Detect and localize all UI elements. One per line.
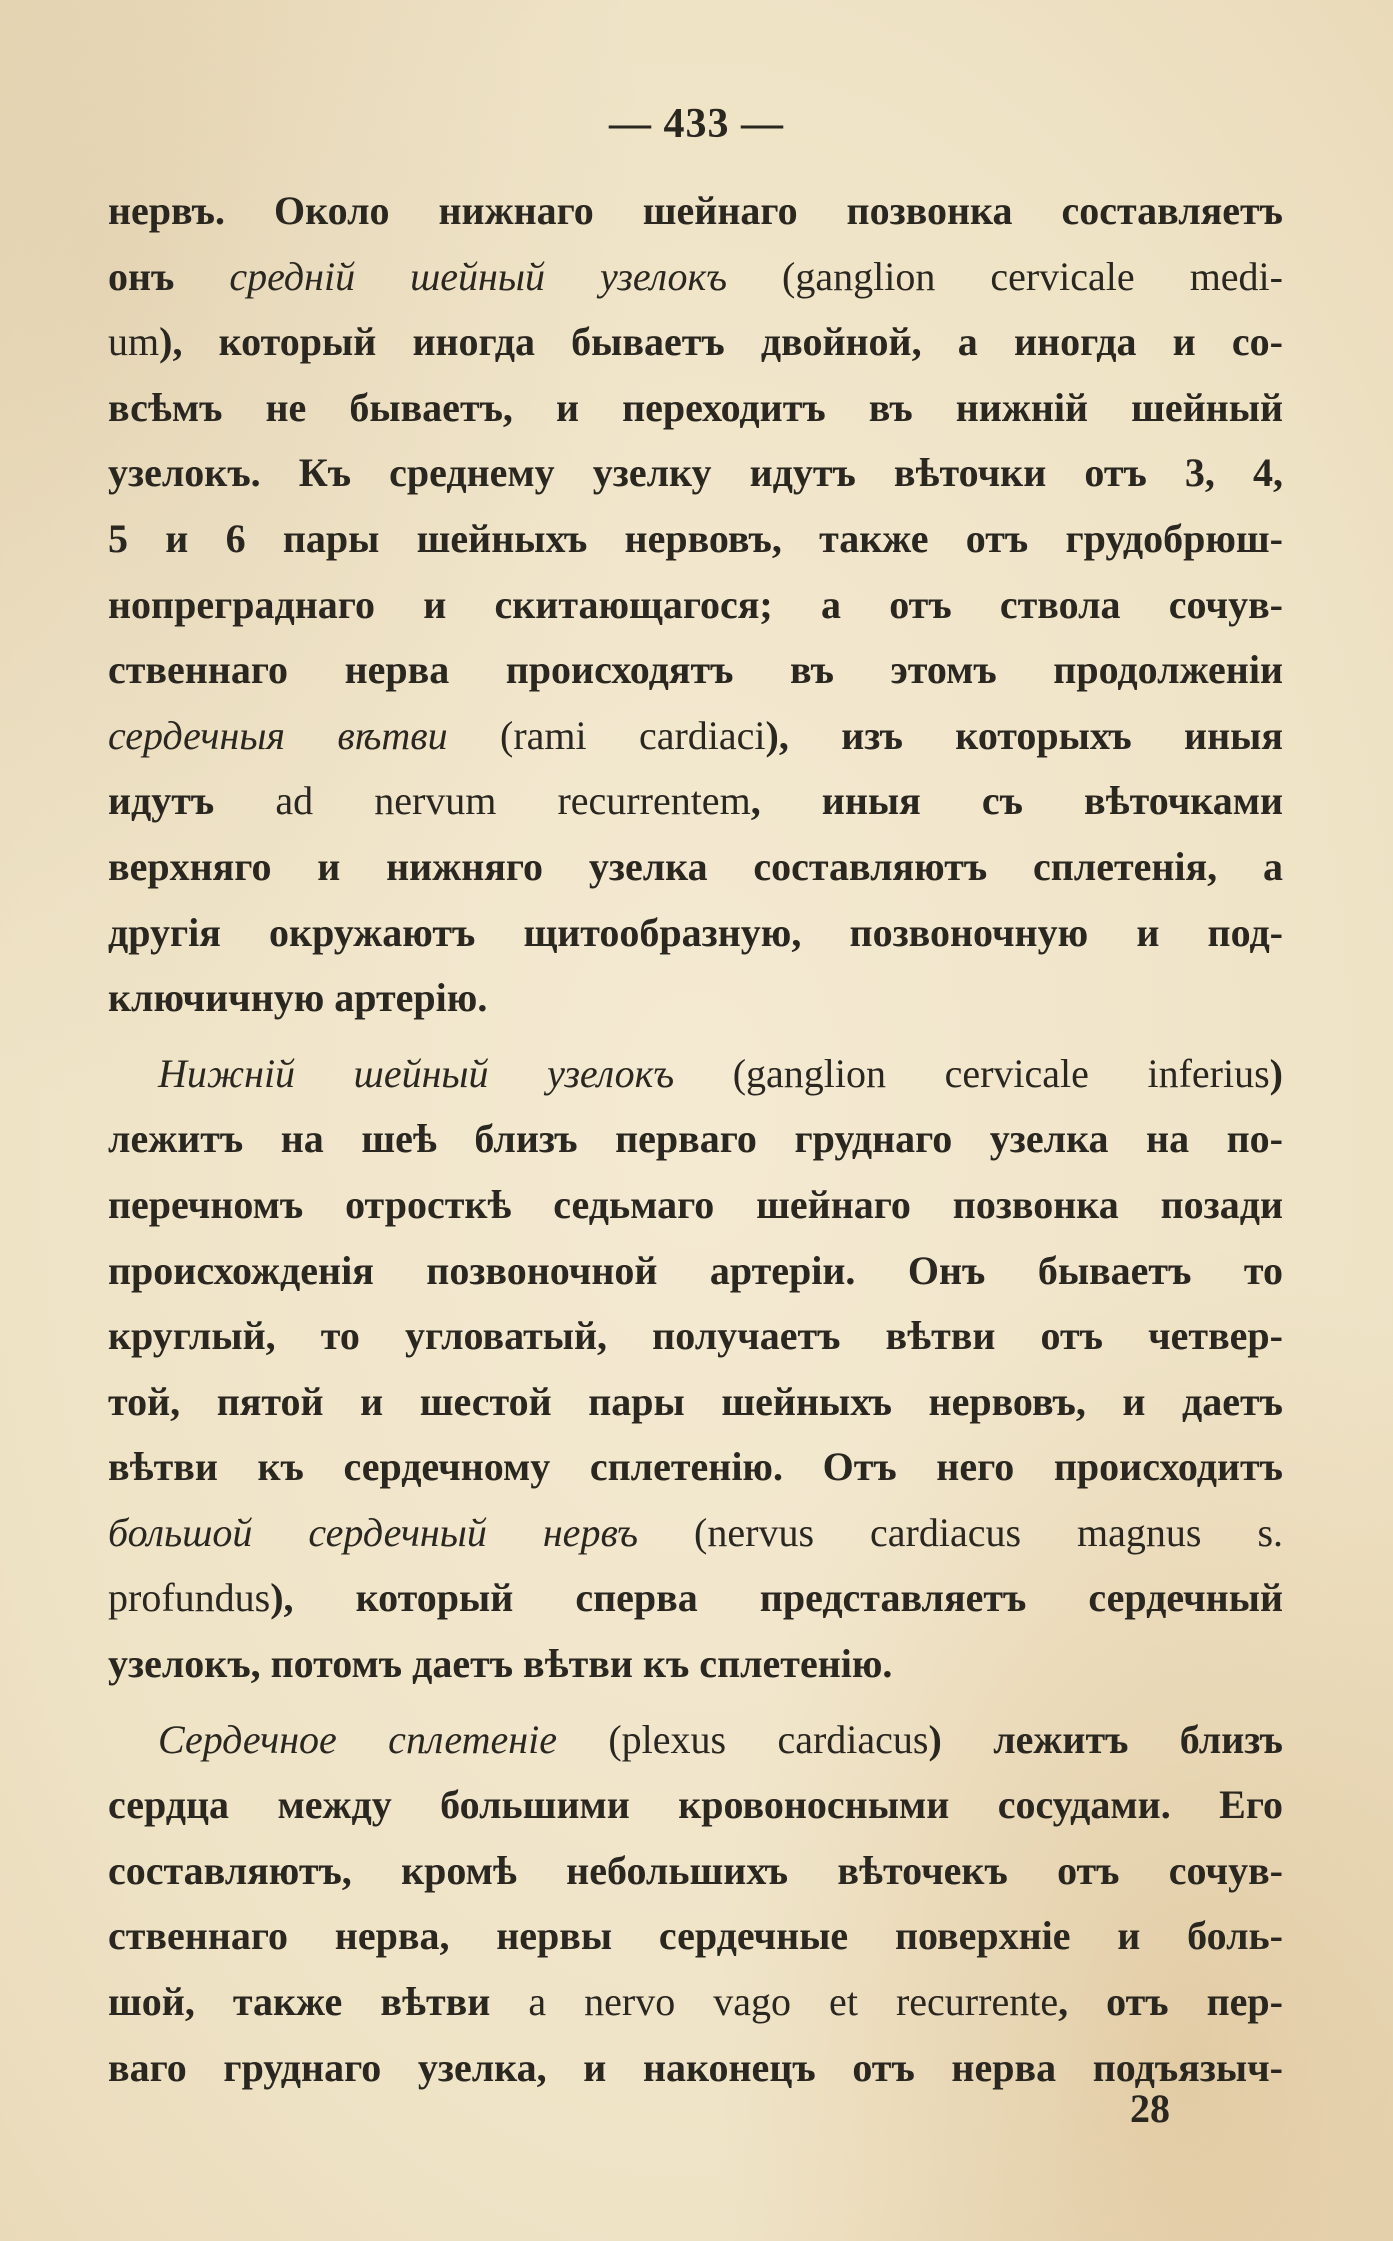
text-line (108, 1903, 1283, 1969)
text-segment: , отъ пер- (1058, 1979, 1283, 2025)
text-segment: ), изъ которыхъ иныя (765, 712, 1283, 758)
text-segment: 5 и 6 пары шейныхъ нервовъ, также отъ грудобрюш- (108, 515, 1283, 561)
text-line (108, 1041, 1283, 1107)
text-line (108, 1969, 1283, 2035)
text-line (108, 309, 1283, 375)
latin-text: ganglion cervicale inferius (746, 1050, 1270, 1096)
text-segment: ), который сперва представляетъ сердечный (270, 1575, 1283, 1621)
signature-mark: 28 (1130, 2086, 1170, 2131)
text-line (108, 965, 1283, 1031)
text-segment: , иныя съ вѣточками (750, 778, 1283, 824)
latin-text: plexus cardiacus (621, 1716, 929, 1762)
text-line (108, 1707, 1283, 1773)
text-segment: шой, также вѣтви (108, 1979, 529, 2025)
latin-text: um (108, 319, 160, 365)
text-line (108, 637, 1283, 703)
latin-text: ad nervum recurrentem (275, 778, 751, 824)
italic-term: Сердечное сплетеніе (158, 1716, 557, 1762)
text-segment: нопреграднаго и скитающагося; а отъ ствола сочув- (108, 581, 1283, 627)
text-segment: онъ (108, 253, 230, 299)
text-line (108, 1772, 1283, 1838)
text-line (108, 178, 1283, 244)
latin-text: a nervo vago et recurrente (528, 1979, 1059, 2025)
text-line (108, 506, 1283, 572)
latin-text: ( (638, 1509, 708, 1555)
text-segment: лежитъ на шеѣ близъ перваго груднаго узелка на по- (108, 1116, 1283, 1162)
text-line (108, 1565, 1283, 1631)
text-line (108, 375, 1283, 441)
text-line (108, 1631, 1283, 1697)
text-line (108, 768, 1283, 834)
text-line (108, 1838, 1283, 1904)
latin-text: ( (447, 712, 514, 758)
text-line (108, 900, 1283, 966)
text-line (108, 1238, 1283, 1304)
text-line (108, 1434, 1283, 1500)
text-segment: нервъ. Около нижнаго шейнаго позвонка составляетъ (108, 188, 1283, 233)
text-segment: ключичную артерію. (108, 975, 488, 1021)
text-segment: ваго груднаго узелка, и наконецъ отъ нерва подъязыч- (108, 2044, 1283, 2090)
text-line (108, 2035, 1283, 2101)
italic-term: сердечныя вѣтви (108, 712, 448, 758)
text-line (108, 834, 1283, 900)
text-segment: вѣтви къ сердечному сплетенію. Отъ него происходитъ (108, 1444, 1283, 1490)
text-line (108, 703, 1283, 769)
text-segment: круглый, то угловатый, получаетъ вѣтви отъ четвер- (108, 1313, 1283, 1359)
text-line (108, 1106, 1283, 1172)
text-segment: той, пятой и шестой пары шейныхъ нервовъ, и даетъ (108, 1378, 1283, 1424)
italic-term: Нижній шейный узелокъ (158, 1050, 675, 1096)
italic-term: большой сердечный нервъ (108, 1509, 639, 1555)
text-segment: ственнаго нерва происходятъ въ этомъ продолженіи (108, 647, 1283, 693)
text-segment: ) лежитъ близъ (928, 1716, 1283, 1762)
latin-text: ( (727, 253, 796, 299)
text-segment: ственнаго нерва, нервы сердечные поверхніе и боль- (108, 1913, 1283, 1959)
latin-text: profundus (108, 1575, 271, 1621)
text-segment: всѣмъ не бываетъ, и переходитъ въ нижній шейный (108, 384, 1283, 430)
text-line (108, 244, 1283, 310)
text-segment: верхняго и нижняго узелка составляютъ сплетенія, а (108, 843, 1283, 889)
latin-text: rami cardiaci (513, 712, 766, 758)
text-segment: другія окружаютъ щитообразную, позвоночную и под- (108, 909, 1283, 955)
text-segment: сердца между большими кровоносными сосудами. Его (108, 1782, 1283, 1828)
italic-term: средній шейный узелокъ (229, 253, 728, 299)
text-line (108, 1369, 1283, 1435)
text-segment: идутъ (108, 778, 276, 824)
text-segment: ) (1269, 1050, 1283, 1096)
text-line (108, 440, 1283, 506)
text-line (108, 1303, 1283, 1369)
page-number: — 433 — (609, 101, 784, 147)
latin-text: ( (674, 1050, 747, 1096)
text-segment: происхожденія позвоночной артеріи. Онъ бываетъ то (108, 1247, 1283, 1293)
text-segment: перечномъ отросткѣ седьмаго шейнаго позвонка позади (108, 1181, 1283, 1227)
text-segment: узелокъ, потомъ даетъ вѣтви къ сплетенію. (108, 1641, 893, 1687)
latin-text: nervus cardiacus magnus s. (707, 1509, 1284, 1555)
latin-text: ( (556, 1716, 622, 1762)
text-segment: ), который иногда бываетъ двойной, а иногда и со- (159, 319, 1283, 365)
text-line (108, 1172, 1283, 1238)
text-segment: составляютъ, кромѣ небольшихъ вѣточекъ отъ сочув- (108, 1847, 1283, 1893)
text-line (108, 1500, 1283, 1566)
latin-text: ganglion cervicale medi- (795, 253, 1283, 299)
text-line (108, 572, 1283, 638)
body-text (108, 178, 1283, 2100)
text-segment: узелокъ. Къ среднему узелку идутъ вѣточки отъ 3, 4, (108, 450, 1283, 496)
